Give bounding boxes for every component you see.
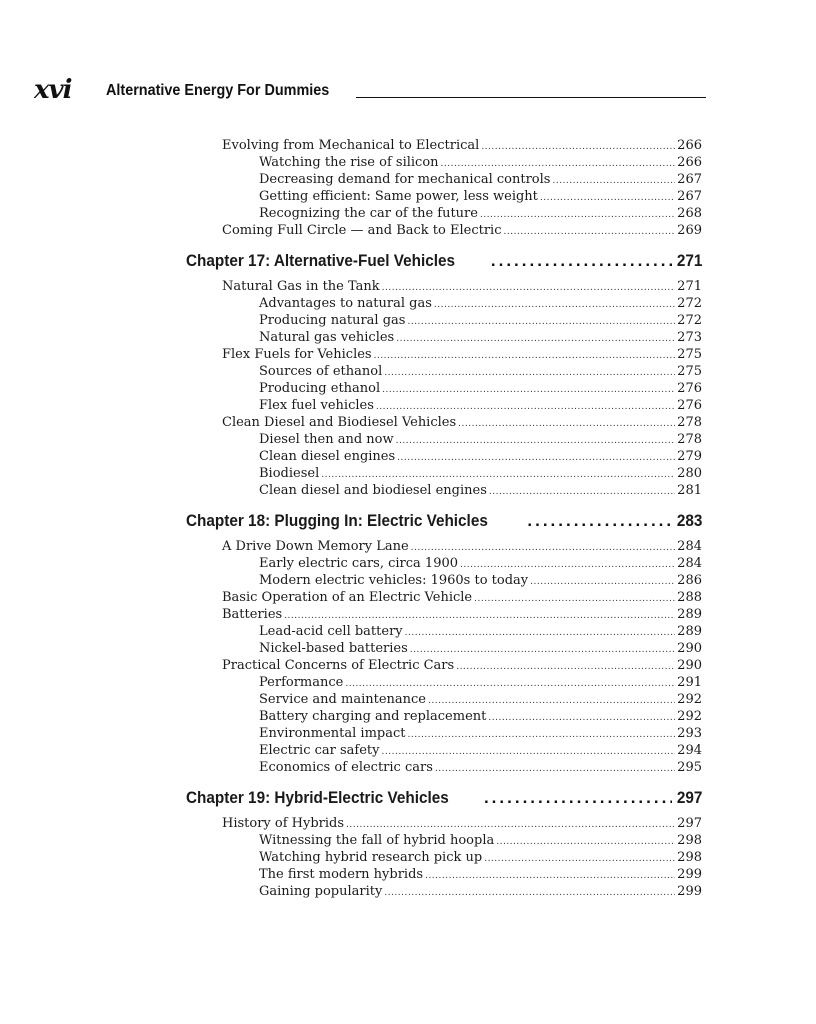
toc-subsection bbox=[186, 329, 702, 346]
toc-subsection bbox=[186, 171, 702, 188]
toc-section bbox=[186, 657, 702, 674]
dot-leader bbox=[407, 314, 675, 331]
toc-subsection bbox=[186, 742, 702, 759]
toc-subsection bbox=[186, 691, 702, 708]
toc-subsection bbox=[186, 465, 702, 482]
toc-entry-label: Gaining popularity bbox=[259, 884, 383, 899]
toc-entry-label: Sources of ethanol bbox=[259, 364, 383, 379]
toc-entry-page: 276 bbox=[677, 381, 702, 396]
page-number: xvi bbox=[34, 75, 72, 105]
toc-entry-page: 268 bbox=[677, 206, 702, 221]
toc-entry-page: 284 bbox=[677, 539, 702, 554]
toc-entry-page: 281 bbox=[677, 483, 702, 498]
dot-leader bbox=[491, 251, 672, 271]
toc-subsection bbox=[186, 866, 702, 883]
toc-entry-page: 271 bbox=[677, 279, 702, 294]
toc-subsection bbox=[186, 363, 702, 380]
toc-entry-page: 276 bbox=[677, 398, 702, 413]
toc-section bbox=[186, 589, 702, 606]
toc-entry-label: Flex fuel vehicles bbox=[259, 398, 374, 413]
dot-leader bbox=[434, 297, 675, 314]
dot-leader bbox=[458, 416, 675, 433]
toc-entry-label: Service and maintenance bbox=[259, 692, 426, 707]
toc-entry-label: Advantages to natural gas bbox=[259, 296, 432, 311]
chapter-heading-18 bbox=[186, 511, 702, 531]
toc-subsection bbox=[186, 640, 702, 657]
toc-entry-page: 292 bbox=[677, 709, 702, 724]
toc-section bbox=[186, 538, 702, 555]
toc-entry-label: Watching hybrid research pick up bbox=[259, 850, 483, 865]
toc-entry-page: 272 bbox=[677, 296, 702, 311]
toc-subsection bbox=[186, 725, 702, 742]
dot-leader bbox=[374, 348, 676, 365]
toc-entry-page: 297 bbox=[677, 816, 702, 831]
toc-subsection bbox=[186, 295, 702, 312]
dot-leader bbox=[396, 331, 675, 348]
toc-entry-page: 266 bbox=[677, 155, 702, 170]
toc-subsection bbox=[186, 623, 702, 640]
chapter-page: 271 bbox=[676, 251, 702, 270]
toc-subsection bbox=[186, 482, 702, 499]
toc-entry-page: 291 bbox=[677, 675, 702, 690]
dot-leader bbox=[382, 382, 675, 399]
toc-entry-label: Recognizing the car of the future bbox=[259, 206, 478, 221]
chapter-page: 297 bbox=[676, 788, 702, 807]
toc-entry-label: Economics of electric cars bbox=[259, 760, 433, 775]
toc-section bbox=[186, 815, 702, 832]
toc-subsection bbox=[186, 572, 702, 589]
toc-entry-page: 288 bbox=[677, 590, 702, 605]
toc-subsection bbox=[186, 431, 702, 448]
toc-entry-page: 290 bbox=[677, 641, 702, 656]
toc-entry-label: History of Hybrids bbox=[222, 816, 345, 831]
toc-subsection bbox=[186, 188, 702, 205]
toc-entry-page: 267 bbox=[677, 189, 702, 204]
toc-section bbox=[186, 137, 702, 154]
toc-entry-page: 292 bbox=[677, 692, 702, 707]
dot-leader bbox=[435, 761, 675, 778]
header-rule bbox=[356, 97, 706, 98]
toc-entry-page: 275 bbox=[677, 364, 702, 379]
toc-entry-label: Natural gas vehicles bbox=[259, 330, 395, 345]
toc-entry-page: 267 bbox=[677, 172, 702, 187]
table-of-contents bbox=[186, 137, 702, 900]
toc-entry-page: 280 bbox=[677, 466, 702, 481]
chapter-page: 283 bbox=[676, 511, 702, 530]
toc-entry-label: Practical Concerns of Electric Cars bbox=[222, 658, 455, 673]
toc-entry-page: 289 bbox=[677, 607, 702, 622]
dot-leader bbox=[408, 727, 676, 744]
dot-leader bbox=[425, 868, 675, 885]
toc-entry-page: 269 bbox=[677, 223, 702, 238]
toc-entry-page: 278 bbox=[677, 432, 702, 447]
toc-entry-label: Clean Diesel and Biodiesel Vehicles bbox=[222, 415, 457, 430]
toc-entry-page: 299 bbox=[677, 884, 702, 899]
toc-subsection bbox=[186, 448, 702, 465]
dot-leader bbox=[488, 710, 675, 727]
toc-entry-label: Witnessing the fall of hybrid hoopla bbox=[259, 833, 495, 848]
toc-entry-page: 272 bbox=[677, 313, 702, 328]
toc-entry-label: Early electric cars, circa 1900 bbox=[259, 556, 459, 571]
toc-entry-label: Performance bbox=[259, 675, 344, 690]
toc-entry-page: 284 bbox=[677, 556, 702, 571]
chapter-heading-17 bbox=[186, 251, 702, 271]
toc-entry-label: Battery charging and replacement bbox=[259, 709, 487, 724]
toc-entry-label: Watching the rise of silicon bbox=[259, 155, 439, 170]
dot-leader bbox=[456, 659, 675, 676]
toc-entry-label: Nickel-based batteries bbox=[259, 641, 408, 656]
dot-leader bbox=[504, 224, 676, 241]
toc-entry-label: Basic Operation of an Electric Vehicle bbox=[222, 590, 473, 605]
book-title: Alternative Energy For Dummies bbox=[106, 82, 330, 99]
toc-subsection bbox=[186, 708, 702, 725]
toc-entry-label: Decreasing demand for mechanical controls bbox=[259, 172, 551, 187]
toc-subsection bbox=[186, 832, 702, 849]
toc-subsection bbox=[186, 397, 702, 414]
toc-subsection bbox=[186, 205, 702, 222]
toc-entry-label: Producing natural gas bbox=[259, 313, 406, 328]
toc-entry-page: 299 bbox=[677, 867, 702, 882]
dot-leader bbox=[384, 885, 675, 902]
toc-entry-page: 293 bbox=[677, 726, 702, 741]
toc-subsection bbox=[186, 674, 702, 691]
toc-subsection bbox=[186, 883, 702, 900]
dot-leader bbox=[552, 173, 675, 190]
dot-leader bbox=[484, 851, 675, 868]
toc-entry-label: Natural Gas in the Tank bbox=[222, 279, 380, 294]
toc-entry-page: 298 bbox=[677, 850, 702, 865]
toc-entry-page: 298 bbox=[677, 833, 702, 848]
toc-entry-label: Biodiesel bbox=[259, 466, 320, 481]
toc-entry-page: 286 bbox=[677, 573, 702, 588]
toc-section bbox=[186, 606, 702, 623]
dot-leader bbox=[540, 190, 675, 207]
running-header bbox=[34, 76, 706, 104]
toc-entry-page: 266 bbox=[677, 138, 702, 153]
toc-subsection bbox=[186, 380, 702, 397]
toc-subsection bbox=[186, 759, 702, 776]
dot-leader bbox=[496, 834, 675, 851]
dot-leader bbox=[405, 625, 676, 642]
dot-leader bbox=[527, 511, 671, 531]
toc-entry-page: 273 bbox=[677, 330, 702, 345]
dot-leader bbox=[384, 365, 675, 382]
toc-entry-label: Electric car safety bbox=[259, 743, 380, 758]
dot-leader bbox=[489, 484, 675, 501]
toc-entry-page: 294 bbox=[677, 743, 702, 758]
toc-entry-label: Clean diesel and biodiesel engines bbox=[259, 483, 487, 498]
dot-leader bbox=[480, 207, 675, 224]
dot-leader bbox=[474, 591, 675, 608]
chapter-title: Chapter 17: Alternative-Fuel Vehicles bbox=[186, 251, 455, 270]
toc-subsection bbox=[186, 312, 702, 329]
toc-entry-label: Modern electric vehicles: 1960s to today bbox=[259, 573, 529, 588]
toc-entry-label: Lead-acid cell battery bbox=[259, 624, 403, 639]
toc-entry-label: Clean diesel engines bbox=[259, 449, 396, 464]
toc-entry-page: 278 bbox=[677, 415, 702, 430]
toc-entry-page: 289 bbox=[677, 624, 702, 639]
toc-entry-label: Coming Full Circle — and Back to Electric bbox=[222, 223, 502, 238]
toc-entry-label: The first modern hybrids bbox=[259, 867, 424, 882]
toc-entry-label: Flex Fuels for Vehicles bbox=[222, 347, 372, 362]
dot-leader bbox=[481, 139, 675, 156]
toc-section bbox=[186, 222, 702, 239]
dot-leader bbox=[396, 433, 676, 450]
toc-entry-label: Diesel then and now bbox=[259, 432, 394, 447]
toc-subsection bbox=[186, 555, 702, 572]
toc-section bbox=[186, 414, 702, 431]
toc-subsection bbox=[186, 849, 702, 866]
chapter-title: Chapter 19: Hybrid-Electric Vehicles bbox=[186, 788, 449, 807]
toc-entry-page: 275 bbox=[677, 347, 702, 362]
chapter-title: Chapter 18: Plugging In: Electric Vehicles bbox=[186, 511, 488, 530]
toc-entry-label: Environmental impact bbox=[259, 726, 406, 741]
dot-leader bbox=[397, 450, 675, 467]
toc-entry-label: Evolving from Mechanical to Electrical bbox=[222, 138, 480, 153]
toc-entry-label: Getting efficient: Same power, less weight bbox=[259, 189, 538, 204]
dot-leader bbox=[530, 574, 675, 591]
chapter-heading-19 bbox=[186, 788, 702, 808]
dot-leader bbox=[484, 788, 672, 808]
toc-entry-page: 290 bbox=[677, 658, 702, 673]
toc-section bbox=[186, 346, 702, 363]
toc-entry-label: Producing ethanol bbox=[259, 381, 381, 396]
toc-entry-label: A Drive Down Memory Lane bbox=[222, 539, 409, 554]
toc-entry-label: Batteries bbox=[222, 607, 283, 622]
toc-section bbox=[186, 278, 702, 295]
toc-subsection bbox=[186, 154, 702, 171]
toc-entry-page: 295 bbox=[677, 760, 702, 775]
toc-entry-page: 279 bbox=[677, 449, 702, 464]
